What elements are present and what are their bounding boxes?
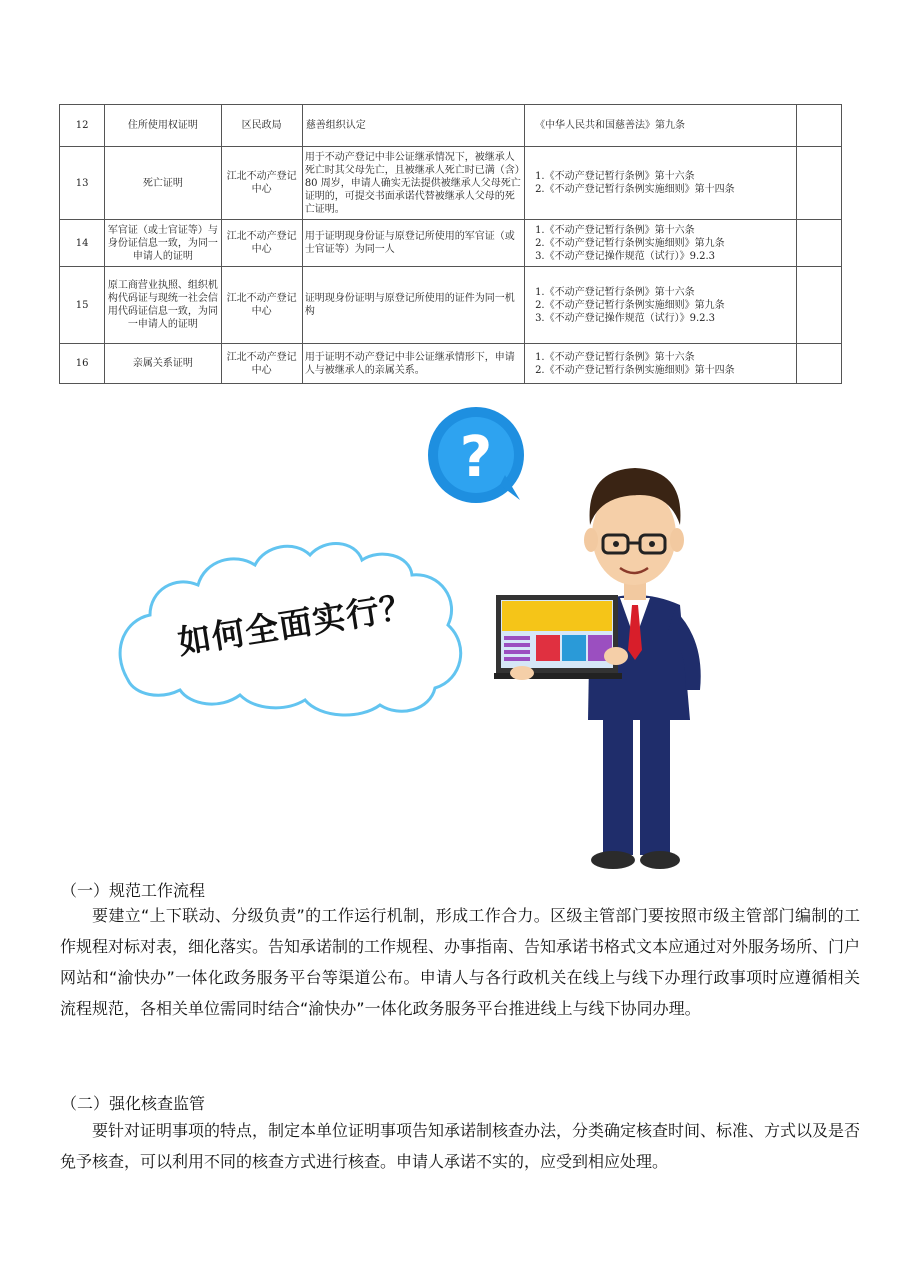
description-cell: 证明现身份证明与原登记所使用的证件为同一机构 [302,267,524,344]
legal-basis-line: 2.《不动产登记暂行条例实施细则》第十四条 [535,184,735,195]
empty-cell [796,220,841,267]
row-number-cell: 15 [60,267,105,344]
legal-basis-line: 2.《不动产登记暂行条例实施细则》第九条 [535,299,725,311]
certificate-name-cell: 亲属关系证明 [105,344,221,384]
legal-basis-line: 1.《不动产登记暂行条例》第十六条 [535,351,695,363]
table-row [60,105,842,147]
legal-basis-cell [525,220,797,267]
certificate-table [59,104,842,384]
svg-text:?: ? [459,425,493,490]
legal-basis-cell [525,344,797,384]
legal-basis-line: 2.《不动产登记暂行条例实施细则》第九条 [535,237,725,249]
department-cell: 江北不动产登记中心 [221,147,302,220]
row-number-cell: 13 [60,147,105,220]
legal-basis-line: 《中华人民共和国慈善法》第九条 [535,120,686,131]
table-row [60,267,842,344]
department-cell: 江北不动产登记中心 [221,220,302,267]
row-number-cell: 14 [60,220,105,267]
legal-basis-cell [525,267,797,344]
legal-basis-line: 3.《不动产登记操作规范（试行）》9.2.3 [535,312,716,324]
empty-cell [796,344,841,384]
row-number-cell: 12 [60,105,105,147]
empty-cell [796,105,841,147]
department-cell: 江北不动产登记中心 [221,267,302,344]
certificate-name-cell: 军官证（或士官证等）与身份证信息一致，为同一申请人的证明 [105,220,221,267]
department-cell: 区民政局 [221,105,302,147]
description-cell: 慈善组织认定 [302,105,524,147]
cloud-title: 如何全面实行？ [175,585,417,662]
description-cell: 用于证明不动产登记中非公证继承情形下，申请人与被继承人的亲属关系。 [302,344,524,384]
section-heading: （一）规范工作流程 [61,881,206,900]
empty-cell [796,147,841,220]
legal-basis-line: 3.《不动产登记操作规范（试行）》9.2.3 [535,250,716,262]
legal-basis-line: 1.《不动产登记暂行条例》第十六条 [535,286,695,298]
certificate-name-cell: 死亡证明 [105,147,221,220]
table-row [60,147,842,220]
section-heading: （二）强化核查监管 [61,1094,206,1113]
certificate-name-cell: 住所使用权证明 [105,105,221,147]
table-row [60,220,842,267]
section-body: 要建立“上下联动、分级负责”的工作运行机制，形成工作合力。区级主管部门要按照市级主管部门编制的工作规程对标对表，细化落实。告知承诺制的工作规程、办事指南、告知承诺书格式文本应通过对外服务场所、门户网站和“渝快办”一体化政务服务平台等渠道公布。申请人与各行政机关在线上与线下办理行政事项时应遵循相关流程规范，各相关单位需同时结合“渝快办”一体化政务服务平台推进线上与线下协同办理。 [60,906,861,1018]
laptop-icon [494,595,622,679]
certificate-name-cell: 原工商营业执照、组织机构代码证与现统一社会信用代码证信息一致，为同一申请人的证明 [105,267,221,344]
legal-basis-line: 1.《不动产登记暂行条例》第十六条 [535,171,695,182]
legal-basis-cell [525,147,797,220]
department-cell: 江北不动产登记中心 [221,344,302,384]
section-body: 要针对证明事项的特点，制定本单位证明事项告知承诺制核查办法，分类确定核查时间、标准、方式以及是否免予核查，可以利用不同的核查方式进行核查。申请人承诺不实的，应受到相应处理。 [60,1121,861,1171]
empty-cell [796,267,841,344]
illustration [0,400,904,880]
legal-basis-line: 2.《不动产登记暂行条例实施细则》第十四条 [535,364,735,376]
legal-basis-line: 1.《不动产登记暂行条例》第十六条 [535,224,695,236]
description-cell: 用于不动产登记中非公证继承情况下，被继承人死亡时其父母先亡，且被继承人死亡时已满（含）80 周岁，申请人确实无法提供被继承人父母死亡证明的，可提交书面承诺代替被继承人父母的死亡证明。 [302,147,524,220]
question-bubble-icon [428,407,524,503]
table-row [60,344,842,384]
businessman-character [494,468,701,869]
row-number-cell: 16 [60,344,105,384]
legal-basis-cell [525,105,797,147]
description-cell: 用于证明现身份证与原登记所使用的军官证（或士官证等）为同一人 [302,220,524,267]
